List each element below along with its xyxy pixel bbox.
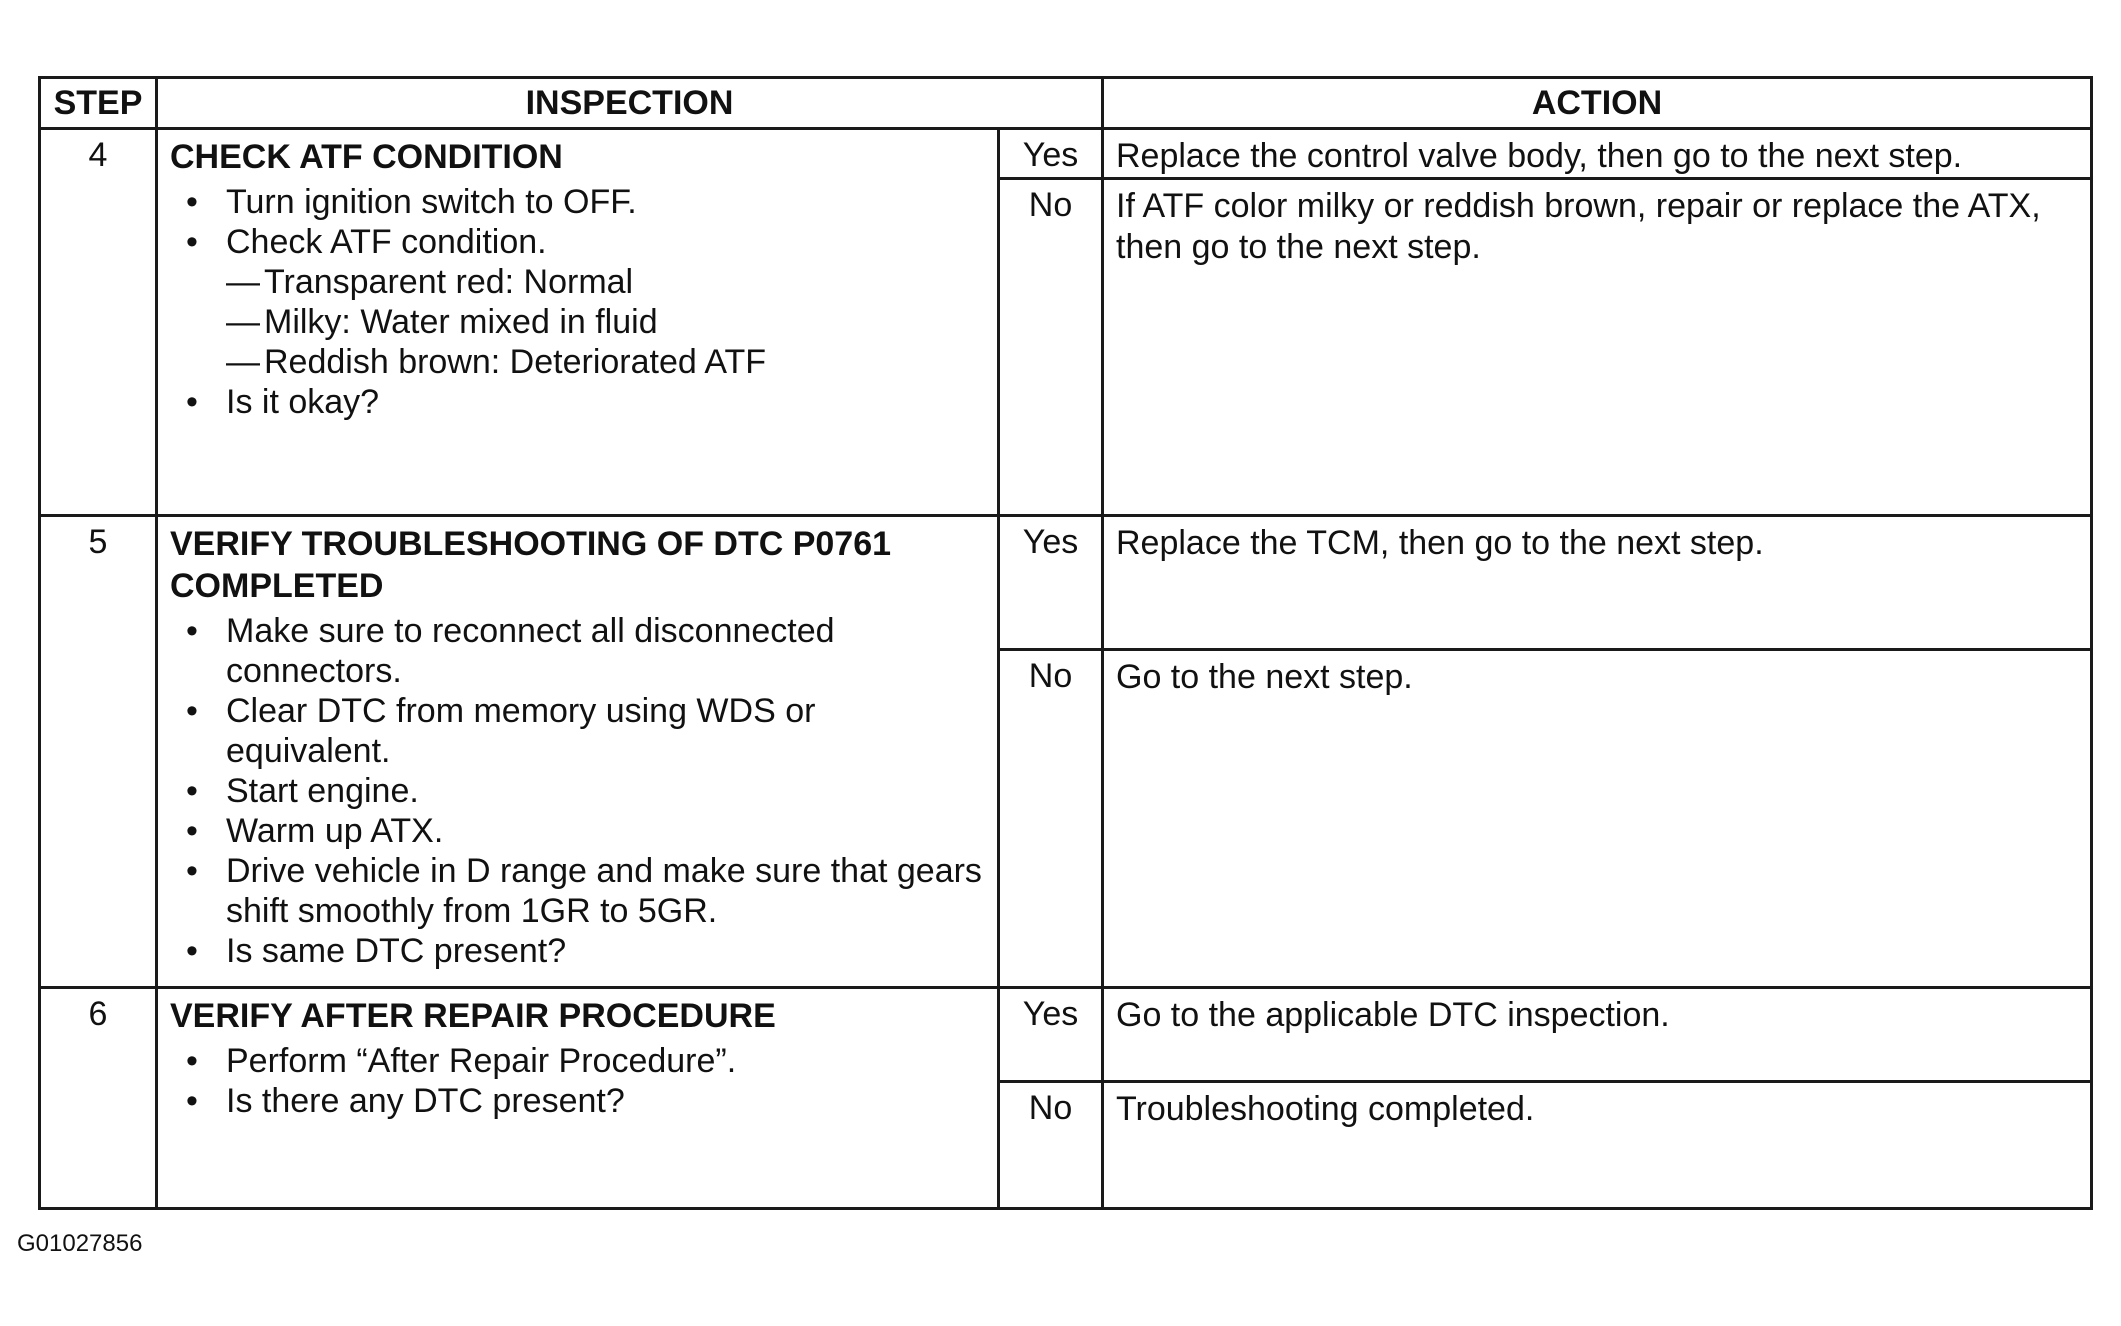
inspection-title: VERIFY TROUBLESHOOTING OF DTC P0761 COMPLETED bbox=[170, 525, 892, 605]
no-label: No bbox=[999, 650, 1103, 988]
bullet-item: • Perform “After Repair Procedure”. bbox=[170, 1041, 985, 1081]
inspection-title: VERIFY AFTER REPAIR PROCEDURE bbox=[170, 997, 776, 1035]
bullet-item: • Is same DTC present? bbox=[170, 931, 985, 971]
dash-glyph: — bbox=[226, 263, 260, 301]
bullet-item bbox=[170, 222, 985, 382]
no-action: Troubleshooting completed. bbox=[1103, 1082, 2092, 1209]
inspection-cell bbox=[157, 516, 999, 988]
no-action: If ATF color milky or reddish brown, repair or replace the ATX, then go to the next step. bbox=[1103, 179, 2092, 516]
bullet-item: • Make sure to reconnect all disconnected connectors. bbox=[170, 611, 985, 691]
inspection-bullets bbox=[170, 182, 985, 422]
header-action: ACTION bbox=[1103, 78, 2092, 129]
step-4-yes-row bbox=[40, 129, 2092, 179]
yes-label: Yes bbox=[999, 129, 1103, 179]
sub-item bbox=[226, 302, 985, 342]
sub-item bbox=[226, 342, 985, 382]
inspection-cell bbox=[157, 129, 999, 516]
yes-action: Replace the TCM, then go to the next step. bbox=[1103, 516, 2092, 650]
inspection-cell bbox=[157, 988, 999, 1209]
yes-label: Yes bbox=[999, 988, 1103, 1082]
troubleshooting-table bbox=[38, 76, 2093, 1210]
dash-glyph: — bbox=[226, 303, 260, 341]
bullet-item: • Is there any DTC present? bbox=[170, 1081, 985, 1121]
header-inspection: INSPECTION bbox=[157, 78, 1103, 129]
figure-id: G01027856 bbox=[17, 1230, 143, 1257]
step-5-yes-row bbox=[40, 516, 2092, 650]
yes-action: Replace the control valve body, then go to the next step. bbox=[1103, 129, 2092, 179]
inspection-bullets bbox=[170, 1041, 985, 1121]
yes-action: Go to the applicable DTC inspection. bbox=[1103, 988, 2092, 1082]
step-6-yes-row bbox=[40, 988, 2092, 1082]
yes-label: Yes bbox=[999, 516, 1103, 650]
bullet-item: • Drive vehicle in D range and make sure that gears shift smoothly from 1GR to 5GR. bbox=[170, 851, 985, 931]
bullet-item: • Is it okay? bbox=[170, 382, 985, 422]
bullet-text: Check ATF condition. bbox=[226, 223, 547, 261]
sub-item-text: Reddish brown: Deteriorated ATF bbox=[264, 343, 767, 381]
sub-item-text: Milky: Water mixed in fluid bbox=[264, 303, 658, 341]
no-label: No bbox=[999, 179, 1103, 516]
table-header-row bbox=[40, 78, 2092, 129]
inspection-bullets bbox=[170, 611, 985, 971]
inspection-title: CHECK ATF CONDITION bbox=[170, 138, 563, 176]
bullet-item: • Turn ignition switch to OFF. bbox=[170, 182, 985, 222]
step-number: 6 bbox=[40, 988, 157, 1209]
dash-glyph: — bbox=[226, 343, 260, 381]
step-number: 4 bbox=[40, 129, 157, 516]
no-action: Go to the next step. bbox=[1103, 650, 2092, 988]
sub-item-text: Transparent red: Normal bbox=[264, 263, 634, 301]
bullet-item: • Start engine. bbox=[170, 771, 985, 811]
bullet-item: • Warm up ATX. bbox=[170, 811, 985, 851]
no-label: No bbox=[999, 1082, 1103, 1209]
header-step: STEP bbox=[40, 78, 157, 129]
sub-item bbox=[226, 262, 985, 302]
bullet-item: • Clear DTC from memory using WDS or equivalent. bbox=[170, 691, 985, 771]
sub-item-list bbox=[226, 262, 985, 382]
step-number: 5 bbox=[40, 516, 157, 988]
